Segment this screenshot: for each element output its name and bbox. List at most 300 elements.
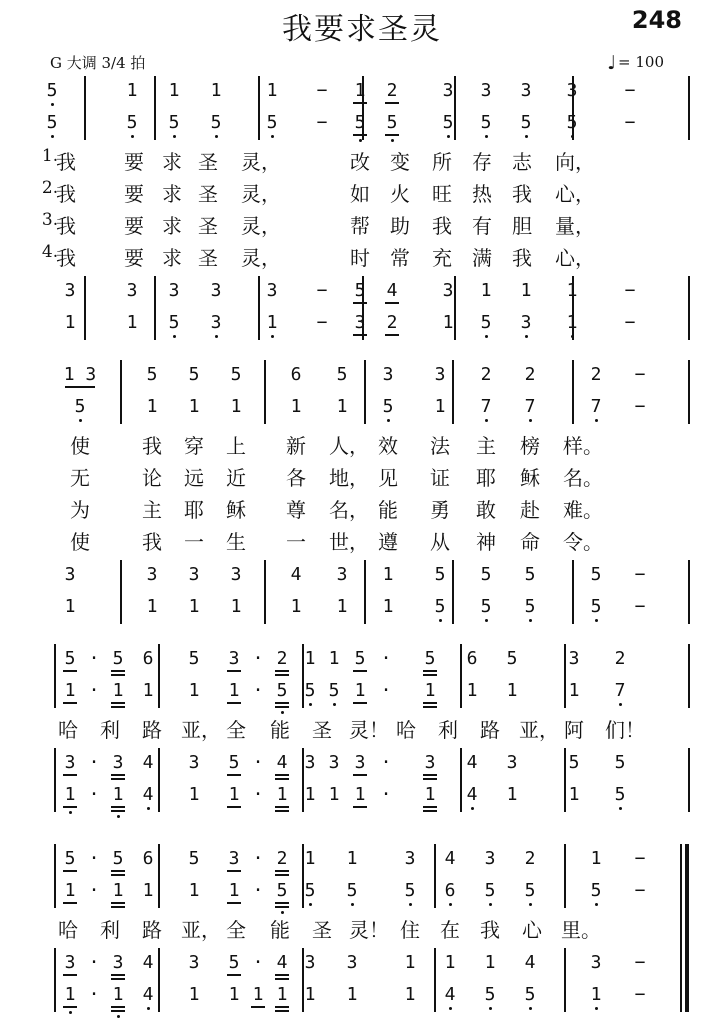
note: · xyxy=(252,848,264,869)
lyric-word: 我 xyxy=(56,182,76,206)
underline xyxy=(423,670,437,672)
underline xyxy=(423,774,437,776)
note: 3 xyxy=(484,848,496,869)
note: 3 xyxy=(566,80,578,101)
note: 3 xyxy=(230,564,242,585)
lyric-word: 圣 xyxy=(198,214,218,238)
lyric-word: 能 xyxy=(270,718,290,742)
note: 5 xyxy=(518,880,542,901)
lower-voice-row xyxy=(40,984,688,1010)
note: 5 xyxy=(106,648,130,669)
note: 2 xyxy=(524,364,536,385)
note: 1 xyxy=(58,880,82,901)
low-octave-dot xyxy=(69,1011,72,1014)
lyric-word: 灵！ xyxy=(349,718,389,742)
note: 3 xyxy=(304,752,316,773)
lyric-word: 存 xyxy=(472,150,492,174)
lyric-word: 效 xyxy=(378,434,398,458)
note: · xyxy=(88,648,100,669)
lyric-word: 帮 xyxy=(350,214,370,238)
lyric-word: 一 xyxy=(286,530,306,554)
note: 4 xyxy=(380,280,404,301)
lyric-line xyxy=(40,146,688,172)
note: 1 xyxy=(506,784,518,805)
note: 1 xyxy=(106,784,130,805)
note: 1 xyxy=(418,680,442,701)
lyric-word: 利 xyxy=(100,918,120,942)
low-octave-dot xyxy=(449,903,452,906)
lyric-word: 如 xyxy=(350,182,370,206)
lyric-word: 耶 xyxy=(184,498,204,522)
lyric-word: 我 xyxy=(432,214,452,238)
note: 6 xyxy=(466,648,478,669)
lower-voice-row xyxy=(40,596,688,622)
lyric-word: 心， xyxy=(555,182,595,206)
bar-line xyxy=(688,644,690,708)
lyric-word: 亚， xyxy=(519,718,559,742)
note: − xyxy=(624,112,636,133)
underline xyxy=(275,810,289,812)
system-2 xyxy=(40,360,688,624)
low-octave-dot xyxy=(571,335,574,338)
note: 4 xyxy=(142,752,154,773)
note: 3 xyxy=(266,280,278,301)
low-octave-dot xyxy=(525,135,528,138)
lyric-word: 耶 xyxy=(476,466,496,490)
low-octave-dot xyxy=(147,807,150,810)
underline xyxy=(63,870,77,872)
note: 1 xyxy=(442,312,454,333)
underline xyxy=(275,674,289,676)
note: 1 xyxy=(64,596,76,617)
note: 1 xyxy=(222,680,246,701)
note: 1 xyxy=(484,952,496,973)
note: 2 xyxy=(590,364,602,385)
note: 3 xyxy=(346,952,358,973)
lyric-word: 充 xyxy=(432,246,452,270)
note: 4 xyxy=(444,848,456,869)
lyric-word: 我 xyxy=(480,918,500,942)
note: 5 xyxy=(418,648,442,669)
lower-voice-row xyxy=(40,784,688,810)
note: − xyxy=(634,596,646,617)
underline xyxy=(63,774,77,776)
note: 3 xyxy=(348,312,372,333)
note: − xyxy=(316,112,328,133)
note: 3 xyxy=(126,280,138,301)
note: · xyxy=(88,848,100,869)
note: · xyxy=(88,952,100,973)
note: 5 xyxy=(40,80,64,101)
lyric-word: 灵， xyxy=(241,246,281,270)
underline xyxy=(353,302,367,304)
lyric-word: 所 xyxy=(432,150,452,174)
lyric-word: 稣 xyxy=(226,498,246,522)
upper-voice-row xyxy=(40,80,688,106)
lyric-word: 证 xyxy=(430,466,450,490)
lyric-word: 亚， xyxy=(181,918,221,942)
note: 1 xyxy=(584,984,608,1005)
note: 3 xyxy=(222,848,246,869)
lyric-word: 胆 xyxy=(512,214,532,238)
low-octave-dot xyxy=(595,903,598,906)
underline xyxy=(353,334,367,336)
lyric-line xyxy=(40,242,688,268)
note: 5 xyxy=(514,112,538,133)
note: 2 xyxy=(524,848,536,869)
note: 3 xyxy=(418,752,442,773)
note: − xyxy=(634,848,646,869)
underline xyxy=(353,702,367,704)
upper-voice-row xyxy=(40,112,688,138)
note: 3 xyxy=(106,752,130,773)
underline xyxy=(111,778,125,780)
lyric-word: 我 xyxy=(56,214,76,238)
note: 5 xyxy=(260,112,284,133)
verse-number: 1. xyxy=(41,146,59,166)
lyric-word: 难。 xyxy=(563,498,603,522)
note: 1 xyxy=(266,80,278,101)
lyric-line xyxy=(40,914,688,940)
lyric-word: 遵 xyxy=(378,530,398,554)
low-octave-dot xyxy=(471,807,474,810)
lower-voice-row xyxy=(40,752,688,778)
note: 1 xyxy=(568,784,580,805)
note: 1 xyxy=(560,312,584,333)
underline xyxy=(227,902,241,904)
lyric-word: 穿 xyxy=(184,434,204,458)
note: 3 xyxy=(382,364,394,385)
note: 4 xyxy=(460,784,484,805)
lyric-word: 要 xyxy=(124,246,144,270)
system-1 xyxy=(40,76,688,340)
lyric-word: 热 xyxy=(472,182,492,206)
note: 3 xyxy=(188,564,200,585)
note: · xyxy=(88,880,100,901)
low-octave-dot xyxy=(619,807,622,810)
note: − xyxy=(316,80,328,101)
lyric-word: 使 xyxy=(70,530,90,554)
note: 5 xyxy=(270,680,294,701)
underline xyxy=(111,806,125,808)
note: 1 xyxy=(210,80,222,101)
note: 1 xyxy=(346,984,358,1005)
note: − xyxy=(624,280,636,301)
lyric-word: 地， xyxy=(329,466,369,490)
note: 1 xyxy=(228,984,240,1005)
lyric-word: 哈 xyxy=(58,718,78,742)
lyric-word: 变 xyxy=(390,150,410,174)
note: · xyxy=(252,680,264,701)
note: 1 xyxy=(382,596,394,617)
verse-number: 2. xyxy=(41,178,59,198)
bar-line xyxy=(688,360,690,424)
low-octave-dot xyxy=(69,811,72,814)
underline xyxy=(353,134,367,136)
lyric-line xyxy=(40,526,688,552)
low-octave-dot xyxy=(173,335,176,338)
note: 1 xyxy=(444,952,456,973)
note: 1 xyxy=(328,648,340,669)
note: − xyxy=(634,564,646,585)
lyric-word: 要 xyxy=(124,182,144,206)
note: 5 xyxy=(204,112,228,133)
lyric-word: 能 xyxy=(378,498,398,522)
lyric-line xyxy=(40,430,688,456)
low-octave-dot xyxy=(525,335,528,338)
note: 1 xyxy=(260,312,284,333)
note: 3 xyxy=(404,848,416,869)
note: 1 xyxy=(328,784,340,805)
lyric-word: 志 xyxy=(512,150,532,174)
note: 3 xyxy=(204,312,228,333)
underline xyxy=(111,810,125,812)
note: 1 xyxy=(188,680,200,701)
note: 5 xyxy=(608,784,632,805)
note: 5 xyxy=(230,364,242,385)
lyric-word: 远 xyxy=(184,466,204,490)
low-octave-dot xyxy=(595,419,598,422)
low-octave-dot xyxy=(79,419,82,422)
lyric-word: 为 xyxy=(70,498,90,522)
note: 1 xyxy=(222,784,246,805)
note: 1 xyxy=(346,848,358,869)
note: 1 xyxy=(480,280,492,301)
underline xyxy=(251,1006,265,1008)
note: 1 xyxy=(404,952,416,973)
lyric-word: 主 xyxy=(476,434,496,458)
lyric-word: 圣 xyxy=(198,182,218,206)
note: 5 xyxy=(584,596,608,617)
lyric-word: 要 xyxy=(124,214,144,238)
underline xyxy=(111,670,125,672)
note: 5 xyxy=(322,680,346,701)
lyric-word: 有 xyxy=(472,214,492,238)
lyric-word: 从 xyxy=(430,530,450,554)
low-octave-dot xyxy=(271,335,274,338)
note: 3 xyxy=(336,564,348,585)
note: 5 xyxy=(506,648,518,669)
lyric-word: 求 xyxy=(162,214,182,238)
note: 1 xyxy=(58,984,82,1005)
note: 1 xyxy=(568,680,580,701)
note: 1 xyxy=(230,396,242,417)
quarter-note-icon: ♩ xyxy=(607,52,617,74)
lyric-word: 新 xyxy=(286,434,306,458)
note: 1 xyxy=(270,784,294,805)
note: · xyxy=(252,648,264,669)
lyric-word: 路 xyxy=(142,718,162,742)
note: 5 xyxy=(428,596,452,617)
note: 5 xyxy=(188,364,200,385)
note: 1 xyxy=(336,596,348,617)
note: 3 xyxy=(520,80,532,101)
underline xyxy=(63,670,77,672)
note: · xyxy=(88,784,100,805)
underline xyxy=(275,778,289,780)
lyric-word: 我 xyxy=(56,246,76,270)
note: · xyxy=(380,680,392,701)
note: 1 xyxy=(106,984,130,1005)
note: 5 xyxy=(270,880,294,901)
note: 1 xyxy=(146,596,158,617)
underline xyxy=(111,902,125,904)
note: 1 xyxy=(290,596,302,617)
note: 4 xyxy=(136,784,160,805)
note: 5 xyxy=(58,648,82,669)
note: 4 xyxy=(438,984,462,1005)
lower-voice-row xyxy=(40,952,688,978)
note: 3 xyxy=(590,952,602,973)
lyric-word: 我 xyxy=(142,434,162,458)
lyric-word: 火 xyxy=(390,182,410,206)
note: 5 xyxy=(188,848,200,869)
verse-number: 4. xyxy=(41,242,59,262)
lyric-word: 人， xyxy=(329,434,369,458)
note: · xyxy=(88,984,100,1005)
note: 4 xyxy=(466,752,478,773)
lyric-word: 圣 xyxy=(198,246,218,270)
note: 1 xyxy=(58,680,82,701)
lyric-word: 命 xyxy=(520,530,540,554)
note: 2 xyxy=(380,312,404,333)
underline xyxy=(353,806,367,808)
lyric-word: 我 xyxy=(512,182,532,206)
note: 5 xyxy=(68,396,92,417)
upper-voice-row xyxy=(40,680,688,706)
verse-number: 3. xyxy=(41,210,59,230)
underline xyxy=(385,334,399,336)
note: 5 xyxy=(162,112,186,133)
note: 1 xyxy=(348,784,372,805)
note: 1 xyxy=(64,312,76,333)
lyric-word: 圣 xyxy=(198,150,218,174)
lyric-word: 在 xyxy=(440,918,460,942)
note: − xyxy=(634,364,646,385)
note: 1 xyxy=(126,80,138,101)
low-octave-dot xyxy=(117,1015,120,1018)
note: 3 xyxy=(506,752,518,773)
lyric-word: 论 xyxy=(142,466,162,490)
bar-line xyxy=(688,748,690,812)
note: 5 xyxy=(222,952,246,973)
note: 5 xyxy=(614,752,626,773)
lyric-word: 见 xyxy=(378,466,398,490)
note: 4 xyxy=(142,952,154,973)
note: 3 xyxy=(514,312,538,333)
underline xyxy=(275,1010,289,1012)
underline xyxy=(227,974,241,976)
low-octave-dot xyxy=(117,815,120,818)
underline xyxy=(111,906,125,908)
note: 5 xyxy=(398,880,422,901)
upper-voice-row xyxy=(40,396,688,422)
hymn-number: 248 xyxy=(631,6,682,34)
underline xyxy=(63,974,77,976)
lyric-word: 全 xyxy=(226,718,246,742)
note: 5 xyxy=(106,848,130,869)
note: 5 xyxy=(188,648,200,669)
underline xyxy=(111,978,125,980)
note: · xyxy=(252,784,264,805)
note: 1 xyxy=(290,396,302,417)
underline xyxy=(111,974,125,976)
lyric-word: 稣 xyxy=(520,466,540,490)
lyric-word: 助 xyxy=(390,214,410,238)
note: · xyxy=(88,680,100,701)
lyric-word: 哈 xyxy=(58,918,78,942)
underline xyxy=(423,674,437,676)
lyric-word: 敢 xyxy=(476,498,496,522)
underline xyxy=(111,706,125,708)
lyric-word: 圣 xyxy=(312,718,332,742)
note: 1 xyxy=(404,984,416,1005)
note: 1 xyxy=(126,312,138,333)
lyric-word: 名。 xyxy=(563,466,603,490)
lyric-word: 法 xyxy=(430,434,450,458)
low-octave-dot xyxy=(529,1007,532,1010)
note: 1 xyxy=(506,680,518,701)
lyric-word: 求 xyxy=(162,150,182,174)
underline xyxy=(423,702,437,704)
note: 1 xyxy=(188,880,200,901)
underline xyxy=(275,702,289,704)
lyric-word: 全 xyxy=(226,918,246,942)
note: 4 xyxy=(290,564,302,585)
note: 3 xyxy=(58,752,82,773)
key-signature: G 大调 3/4 拍 xyxy=(50,54,146,72)
lyric-line xyxy=(40,462,688,488)
note: 5 xyxy=(298,880,322,901)
bar-line xyxy=(688,76,690,140)
lyric-word: 一 xyxy=(184,530,204,554)
lyric-word: 灵， xyxy=(241,150,281,174)
note: 1 xyxy=(434,396,446,417)
upper-voice-row xyxy=(40,880,688,906)
note: 1 xyxy=(520,280,532,301)
note: 3 xyxy=(348,752,372,773)
note: 1 xyxy=(168,80,180,101)
lyric-word: 勇 xyxy=(430,498,450,522)
low-octave-dot xyxy=(309,903,312,906)
note: 1 xyxy=(566,280,578,301)
lyric-word: 名， xyxy=(329,498,369,522)
lyric-word: 使 xyxy=(70,434,90,458)
underline xyxy=(111,1006,125,1008)
note: 1 xyxy=(188,596,200,617)
low-octave-dot xyxy=(529,619,532,622)
lyric-line xyxy=(40,494,688,520)
lyric-word: 我 xyxy=(142,530,162,554)
note: 5 xyxy=(222,752,246,773)
low-octave-dot xyxy=(51,103,54,106)
underline xyxy=(353,774,367,776)
note: 7 xyxy=(608,680,632,701)
system-3 xyxy=(40,644,688,812)
underline xyxy=(111,1010,125,1012)
note: 1 xyxy=(230,596,242,617)
note: 6 xyxy=(142,648,154,669)
lyric-word: 们！ xyxy=(605,718,645,742)
low-octave-dot xyxy=(309,703,312,706)
low-octave-dot xyxy=(359,139,362,142)
underline xyxy=(275,670,289,672)
low-octave-dot xyxy=(489,903,492,906)
lyric-word: 向， xyxy=(555,150,595,174)
note: 1 xyxy=(106,880,130,901)
low-octave-dot xyxy=(387,419,390,422)
note: 1 xyxy=(146,396,158,417)
